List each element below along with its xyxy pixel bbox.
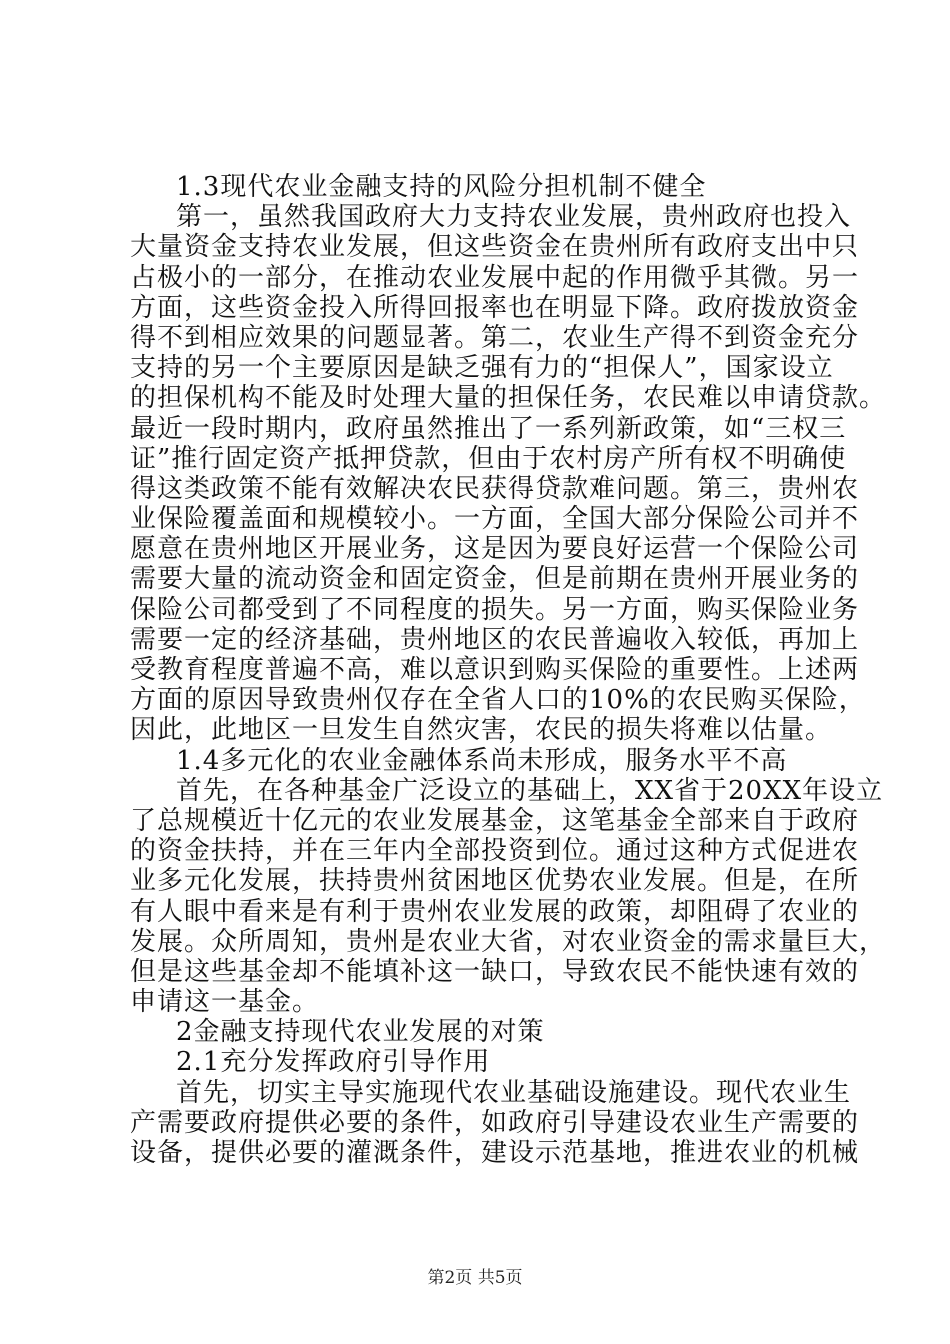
section-heading-1-4: 1.4多元化的农业金融体系尚未形成，服务水平不高 — [176, 745, 788, 776]
paragraph-line: 需要一定的经济基础，贵州地区的农民普遍收入较低，再加上 — [130, 624, 860, 655]
paragraph-line: 的资金扶持，并在三年内全部投资到位。通过这种方式促进农 — [130, 836, 860, 867]
paragraph-line: 需要大量的流动资金和固定资金，但是前期在贵州开展业务的 — [130, 564, 860, 595]
page-footer: 第2页 共5页 — [427, 1268, 523, 1288]
paragraph-line: 保险公司都受到了不同程度的损失。另一方面，购买保险业务 — [130, 594, 860, 625]
paragraph-line: 支持的另一个主要原因是缺乏强有力的“担保人”，国家设立 — [130, 353, 834, 384]
paragraph-line: 了总规模近十亿元的农业发展基金，这笔基金全部来自于政府 — [130, 805, 860, 836]
paragraph-line: 业保险覆盖面和规模较小。一方面，全国大部分保险公司并不 — [130, 504, 860, 535]
paragraph-line: 证”推行固定资产抵押贷款，但由于农村房产所有权不明确使 — [130, 443, 847, 474]
paragraph-line: 占极小的一部分，在推动农业发展中起的作用微乎其微。另一 — [130, 262, 860, 293]
paragraph-line: 愿意在贵州地区开展业务，这是因为要良好运营一个保险公司 — [130, 534, 860, 565]
paragraph-line: 但是这些基金却不能填补这一缺口，导致农民不能快速有效的 — [130, 956, 860, 987]
section-heading-2-1: 2.1充分发挥政府引导作用 — [176, 1047, 491, 1078]
paragraph-line: 大量资金支持农业发展，但这些资金在贵州所有政府支出中只 — [130, 232, 860, 263]
section-heading-2: 2金融支持现代农业发展的对策 — [176, 1017, 545, 1048]
paragraph-line: 有人眼中看来是有利于贵州农业发展的政策，却阻碍了农业的 — [130, 896, 860, 927]
paragraph-line: 发展。众所周知，贵州是农业大省，对农业资金的需求量巨大， — [130, 926, 887, 957]
paragraph-line: 方面的原因导致贵州仅存在全省人口的10%的农民购买保险， — [130, 685, 866, 716]
paragraph-line: 产需要政府提供必要的条件，如政府引导建设农业生产需要的 — [130, 1107, 860, 1138]
paragraph-line: 设备，提供必要的灌溉条件，建设示范基地，推进农业的机械 — [130, 1138, 860, 1168]
paragraph-line: 得不到相应效果的问题显著。第二，农业生产得不到资金充分 — [130, 322, 860, 353]
paragraph-line: 业多元化发展，扶持贵州贫困地区优势农业发展。但是，在所 — [130, 866, 860, 897]
paragraph-line: 第一，虽然我国政府大力支持农业发展，贵州政府也投入 — [176, 202, 852, 233]
paragraph-line: 申请这一基金。 — [130, 987, 320, 1018]
section-heading-1-3: 1.3现代农业金融支持的风险分担机制不健全 — [176, 172, 707, 202]
paragraph-line: 受教育程度普遍不高，难以意识到购买保险的重要性。上述两 — [130, 655, 860, 685]
paragraph-line: 的担保机构不能及时处理大量的担保任务，农民难以申请贷款。 — [130, 383, 887, 414]
paragraph-line: 首先，在各种基金广泛设立的基础上，XX省于20XX年设立 — [176, 775, 884, 806]
paragraph-line: 首先，切实主导实施现代农业基础设施建设。现代农业生 — [176, 1077, 852, 1108]
paragraph-line: 最近一段时期内，政府虽然推出了一系列新政策，如“三权三 — [130, 413, 847, 444]
document-body — [130, 172, 887, 1168]
paragraph-line: 因此，此地区一旦发生自然灾害，农民的损失将难以估量。 — [130, 715, 833, 746]
paragraph-line: 方面，这些资金投入所得回报率也在明显下降。政府拨放资金 — [130, 292, 860, 323]
paragraph-line: 得这类政策不能有效解决农民获得贷款难问题。第三，贵州农 — [130, 473, 860, 504]
